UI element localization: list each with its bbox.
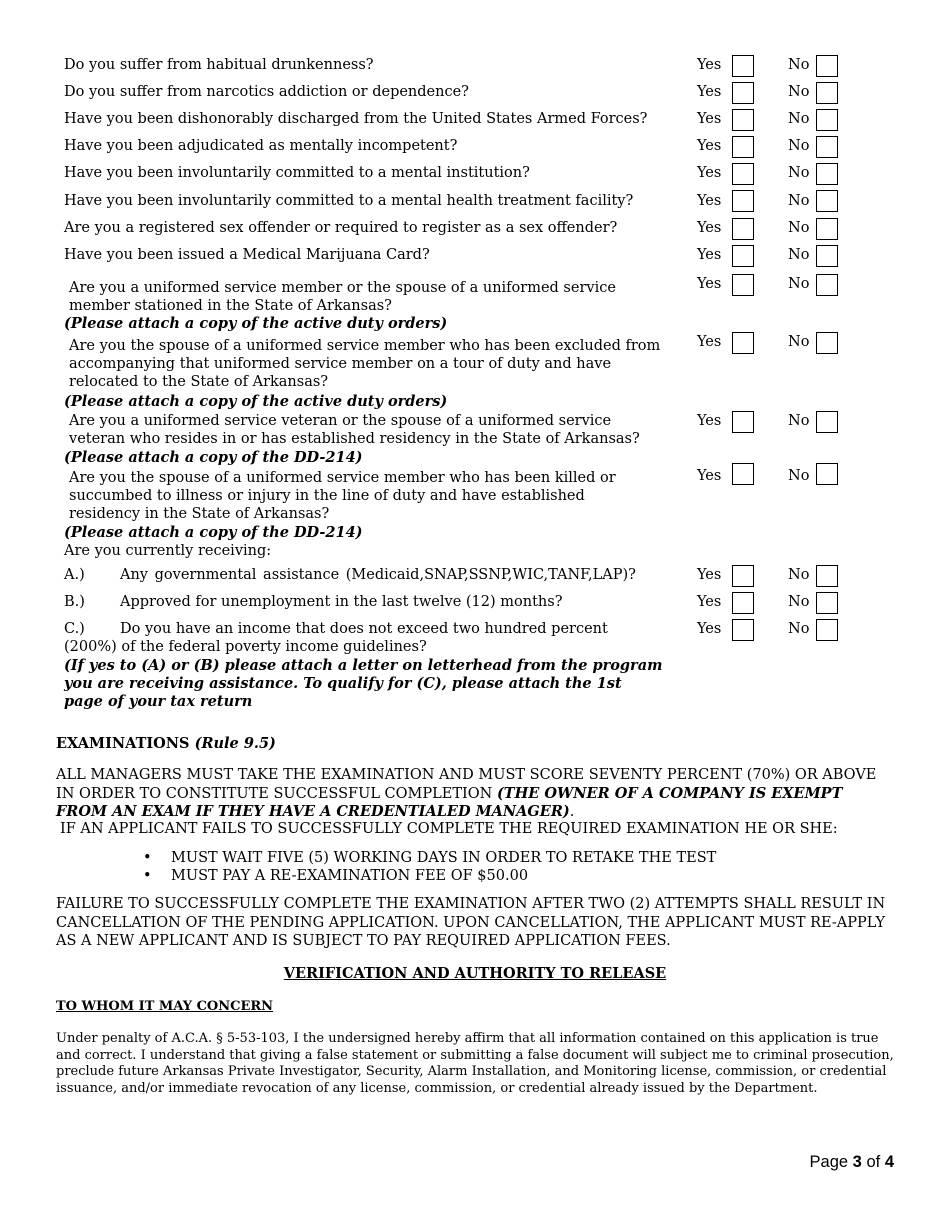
yes-label: Yes — [697, 111, 722, 127]
item-letter: A.) — [64, 567, 85, 583]
question-discharge: Have you been dishonorably discharged from the United States Armed Forces? — [64, 111, 648, 127]
page-number — [810, 1153, 894, 1172]
yes-checkbox[interactable] — [732, 55, 754, 77]
verification-heading — [0, 965, 950, 982]
yes-checkbox[interactable] — [732, 619, 754, 641]
yes-checkbox[interactable] — [732, 463, 754, 485]
yes-checkbox[interactable] — [732, 163, 754, 185]
yes-checkbox[interactable] — [732, 274, 754, 296]
no-checkbox[interactable] — [816, 411, 838, 433]
question-veteran: Are you a uniformed service veteran or the spouse of a uniformed service veteran who resides in or has established residency in the State of Arkansas? — [69, 413, 640, 447]
no-label: No — [788, 57, 810, 73]
yes-checkbox[interactable] — [732, 245, 754, 267]
yes-checkbox[interactable] — [732, 190, 754, 212]
yes-label: Yes — [697, 138, 722, 154]
yes-label: Yes — [697, 413, 722, 429]
no-checkbox[interactable] — [816, 82, 838, 104]
question-narcotics: Do you suffer from narcotics addiction or dependence? — [64, 84, 469, 100]
receiving-intro: Are you currently receiving: — [64, 543, 272, 559]
yes-label: Yes — [697, 57, 722, 73]
receiving-note: (If yes to (A) or (B) please attach a letter on letterhead from the program you are receiving assistance. To qualify for (C), please attach the 1st page of your tax return — [64, 657, 663, 710]
no-label: No — [788, 220, 810, 236]
exams-heading-text: EXAMINATIONS — [56, 735, 190, 752]
yes-checkbox[interactable] — [732, 136, 754, 158]
item-text: Any governmental assistance (Medicaid,SNAP,SSNP,WIC,TANF,LAP)? — [120, 567, 636, 583]
yes-label: Yes — [697, 165, 722, 181]
no-checkbox[interactable] — [816, 190, 838, 212]
yes-checkbox[interactable] — [732, 82, 754, 104]
question-treatment-facility: Have you been involuntarily committed to a mental health treatment facility? — [64, 193, 634, 209]
exams-rule: (Rule 9.5) — [194, 735, 276, 752]
yes-checkbox[interactable] — [732, 565, 754, 587]
exams-paragraph-2: IF AN APPLICANT FAILS TO SUCCESSFULLY COMPLETE THE REQUIRED EXAMINATION HE OR SHE: — [60, 821, 838, 837]
yes-label: Yes — [697, 334, 722, 350]
yes-label: Yes — [697, 276, 722, 292]
yes-checkbox[interactable] — [732, 592, 754, 614]
no-label: No — [788, 334, 810, 350]
question-incompetent: Have you been adjudicated as mentally incompetent? — [64, 138, 458, 154]
question-drunkenness: Do you suffer from habitual drunkenness? — [64, 57, 374, 73]
no-label: No — [788, 193, 810, 209]
question-sex-offender: Are you a registered sex offender or required to register as a sex offender? — [64, 220, 618, 236]
yes-checkbox[interactable] — [732, 218, 754, 240]
no-checkbox[interactable] — [816, 218, 838, 240]
item-text-continued: (200%) of the federal poverty income guidelines? — [64, 639, 427, 655]
verification-body: Under penalty of A.C.A. § 5-53-103, I the undersigned hereby affirm that all information contained on this application is true and correct. I understand that giving a false statement or submitting a false document will subject me to criminal prosecution, preclude future Arkansas Private Investigator, Security, Alarm Installation, and Monitoring license, commission, or credential issuance, and/or immediate revocation of any license, commission, or credential already issued by the Department. — [56, 1031, 894, 1096]
attach-note: (Please attach a copy of the DD-214) — [64, 449, 363, 466]
no-checkbox[interactable] — [816, 109, 838, 131]
no-label: No — [788, 276, 810, 292]
no-checkbox[interactable] — [816, 592, 838, 614]
no-label: No — [788, 138, 810, 154]
question-mental-institution: Have you been involuntarily committed to a mental institution? — [64, 165, 530, 181]
no-label: No — [788, 567, 810, 583]
yes-label: Yes — [697, 567, 722, 583]
exams-para1-end: . — [569, 804, 575, 820]
yes-label: Yes — [697, 594, 722, 610]
page-total: 4 — [884, 1153, 894, 1171]
exams-paragraph-3: FAILURE TO SUCCESSFULLY COMPLETE THE EXAMINATION AFTER TWO (2) ATTEMPTS SHALL RESULT IN CANCELLATION OF THE PENDING APPLICATION. UPON CANCELLATION, THE APPLICANT MUST RE-APPLY AS A NEW APPLICANT AND IS SUBJECT TO PAY REQUIRED APPLICATION FEES. — [56, 896, 886, 949]
exams-paragraph-1 — [56, 766, 896, 822]
item-text: Do you have an income that does not exceed two hundred percent — [120, 621, 608, 637]
no-checkbox[interactable] — [816, 332, 838, 354]
yes-checkbox[interactable] — [732, 332, 754, 354]
yes-checkbox[interactable] — [732, 411, 754, 433]
no-checkbox[interactable] — [816, 163, 838, 185]
yes-label: Yes — [697, 193, 722, 209]
exams-para1-emphasis: (THE OWNER OF A COMPANY IS EXEMPT FROM AN EXAM IF THEY HAVE A CREDENTIALED MANAGER) — [56, 784, 843, 820]
no-checkbox[interactable] — [816, 136, 838, 158]
no-label: No — [788, 413, 810, 429]
exams-heading — [56, 735, 276, 752]
exams-bullet-list — [143, 849, 716, 885]
yes-label: Yes — [697, 621, 722, 637]
no-checkbox[interactable] — [816, 619, 838, 641]
no-checkbox[interactable] — [816, 245, 838, 267]
attach-note: (Please attach a copy of the active duty orders) — [64, 315, 448, 332]
yes-label: Yes — [697, 247, 722, 263]
no-label: No — [788, 594, 810, 610]
no-label: No — [788, 165, 810, 181]
item-letter: C.) — [64, 621, 85, 637]
no-label: No — [788, 84, 810, 100]
attach-note: (Please attach a copy of the DD-214) — [64, 524, 363, 541]
no-label: No — [788, 621, 810, 637]
yes-label: Yes — [697, 84, 722, 100]
no-checkbox[interactable] — [816, 274, 838, 296]
yes-label: Yes — [697, 468, 722, 484]
attach-note: (Please attach a copy of the active duty orders) — [64, 393, 448, 410]
item-letter: B.) — [64, 594, 85, 610]
question-killed-spouse: Are you the spouse of a uniformed service member who has been killed or succumbed to illness or injury in the line of duty and have established residency in the State of Arkansas? — [69, 470, 616, 522]
question-excluded-spouse: Are you the spouse of a uniformed service member who has been excluded from accompanying that uniformed service member on a tour of duty and have relocated to the State of Arkansas? — [69, 338, 661, 390]
question-marijuana-card: Have you been issued a Medical Marijuana Card? — [64, 247, 430, 263]
to-whom-heading: TO WHOM IT MAY CONCERN — [56, 999, 274, 1014]
item-text: Approved for unemployment in the last twelve (12) months? — [120, 594, 563, 610]
yes-label: Yes — [697, 220, 722, 236]
bullet-item: • MUST WAIT FIVE (5) WORKING DAYS IN ORDER TO RETAKE THE TEST — [143, 849, 716, 867]
verification-heading-text: VERIFICATION AND AUTHORITY TO RELEASE — [283, 965, 667, 982]
page-current: 3 — [852, 1153, 862, 1171]
no-label: No — [788, 247, 810, 263]
page-of: of — [866, 1153, 881, 1171]
no-checkbox[interactable] — [816, 55, 838, 77]
exams-para1-text: ALL MANAGERS MUST TAKE THE EXAMINATION AND MUST SCORE SEVENTY PERCENT (70%) OR ABOVE IN ORDER TO CONSTITUTE SUCCESSFUL COMPLETION — [56, 767, 877, 802]
page-prefix: Page — [809, 1153, 849, 1171]
bullet-item: • MUST PAY A RE-EXAMINATION FEE OF $50.00 — [143, 867, 716, 885]
no-checkbox[interactable] — [816, 565, 838, 587]
no-label: No — [788, 111, 810, 127]
question-service-member: Are you a uniformed service member or the spouse of a uniformed service member stationed in the State of Arkansas? — [69, 280, 616, 314]
no-checkbox[interactable] — [816, 463, 838, 485]
yes-checkbox[interactable] — [732, 109, 754, 131]
no-label: No — [788, 468, 810, 484]
